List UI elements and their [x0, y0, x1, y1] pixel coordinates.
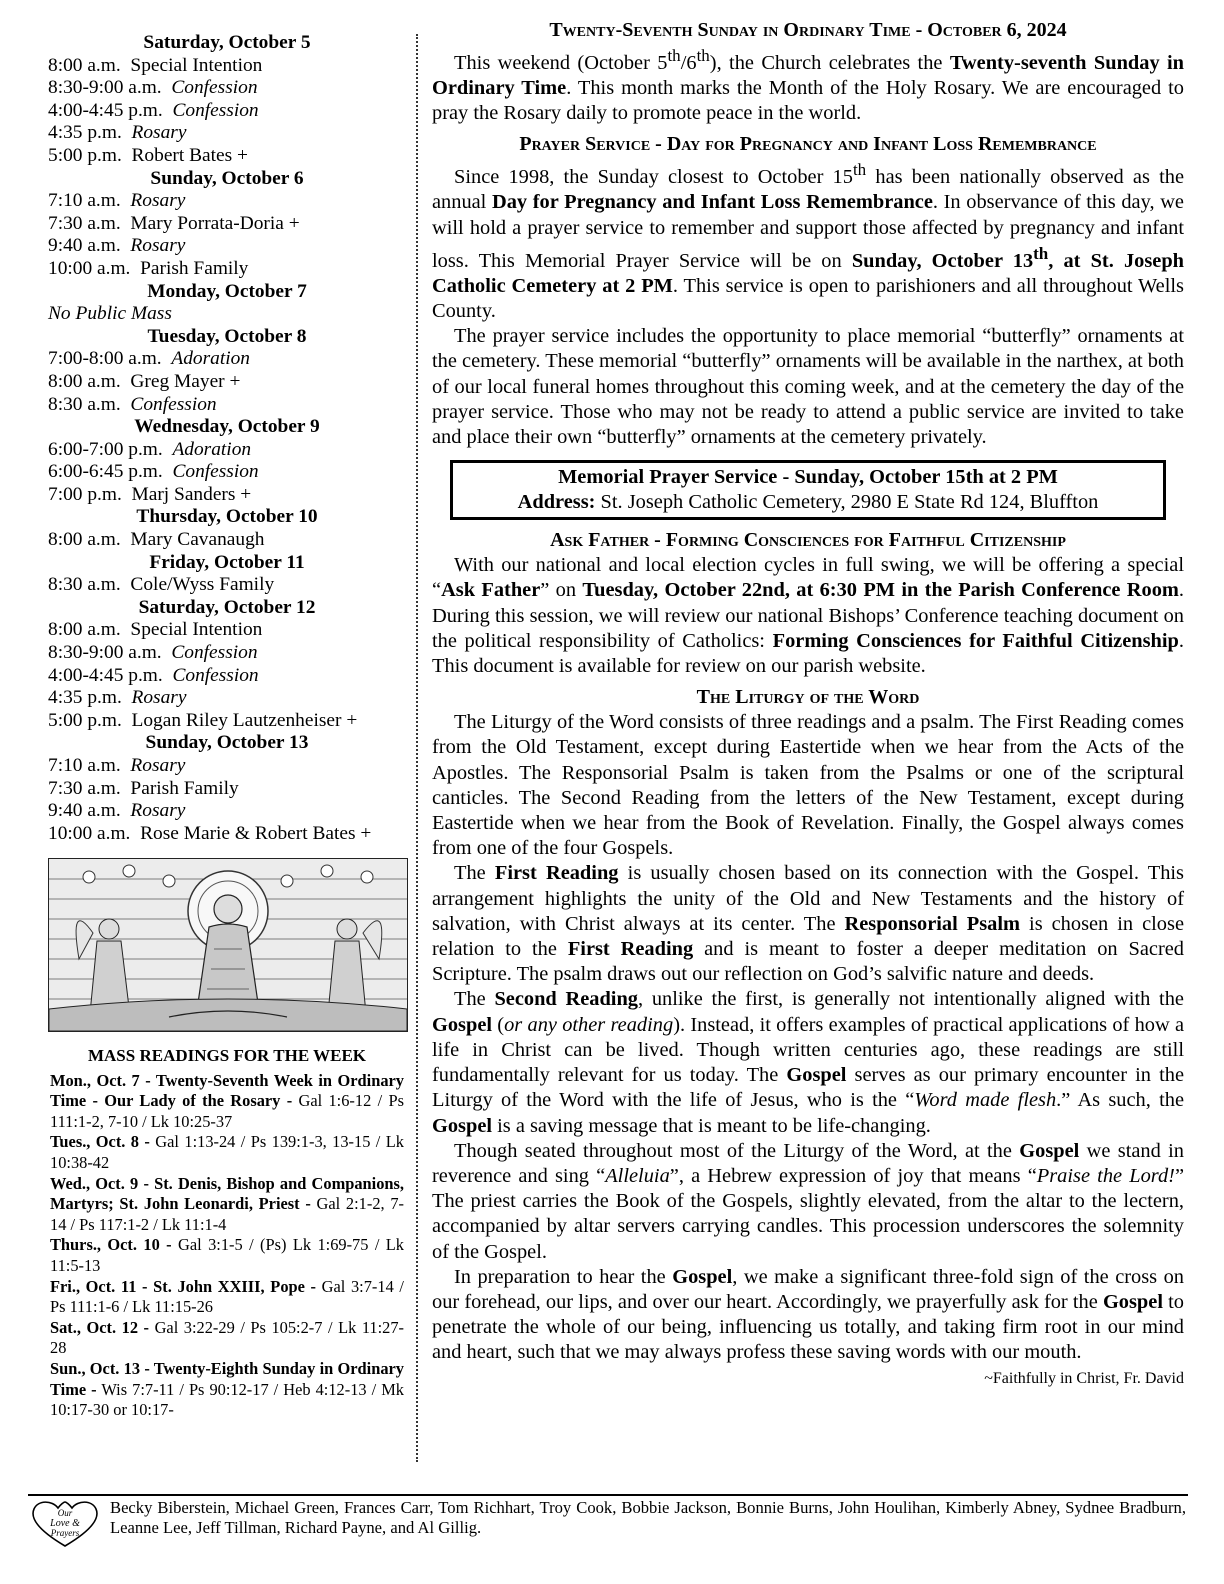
reading-day-label: Sat., Oct. 12 -	[50, 1317, 150, 1337]
schedule-event	[48, 145, 406, 168]
event-description: Marj Sanders +	[131, 483, 252, 505]
event-description: Confession	[171, 77, 258, 99]
readings-title: MASS READINGS FOR THE WEEK	[87, 1046, 367, 1065]
schedule-event	[48, 55, 406, 78]
event-description: Adoration	[172, 438, 252, 460]
event-time: 8:30-9:00 a.m.	[48, 642, 162, 664]
schedule-event	[48, 755, 406, 778]
event-description: Mary Cavanaugh	[130, 529, 265, 551]
schedule-event	[48, 778, 406, 801]
event-time: 6:00-7:00 p.m.	[48, 438, 163, 460]
event-description: Rosary	[131, 687, 187, 709]
article-liturgy-p1: The Liturgy of the Word consists of three readings and a psalm. The First Reading comes from the Old Testament, except during Eastertide when we hear from the Acts of the Apostles. The Responsorial Psalm is taken from the Psalms or one of the scriptural canticles. The Second Reading from the letters of the New Testament, except during Eastertide when we hear from the Book of Revelation. Finally, the Gospel always comes from one of the four Gospels.	[432, 711, 1184, 860]
schedule-event	[48, 461, 406, 484]
schedule-day-heading: Saturday, October 5	[143, 32, 311, 53]
schedule-day-heading: Thursday, October 10	[136, 506, 318, 528]
article-sunday-body: This weekend (October 5th/6th), the Church celebrates the Twenty-seventh Sunday in Ordinary Time. This month marks the Month of the Holy Rosary. We are encouraged to pray the Rosary daily to promote peace in the world.	[432, 46, 1184, 125]
reading-day-label: Mon., Oct. 7 - Twenty-Seventh Week in Ordinary Time - Our Lady of the Rosary -	[50, 1070, 404, 1111]
event-time: 10:00 a.m.	[48, 822, 131, 844]
article-prayer-service-p1: Since 1998, the Sunday closest to October 15th has been nationally observed as the annual Day for Pregnancy and Infant Loss Remembrance. In observance of this day, we will hold a prayer service to remember and support those affected by pregnancy and infant loss. This Memorial Prayer Service will be on Sunday, October 13th, at St. Joseph Catholic Cemetery at 2 PM. This service is open to parishioners and all throughout Wells County.	[432, 160, 1184, 323]
event-description: Mary Porrata-Doria +	[130, 212, 300, 234]
event-description: Logan Riley Lautzenheiser +	[131, 709, 358, 731]
schedule-event	[48, 303, 406, 326]
column-divider	[416, 34, 418, 1462]
reading-item	[50, 1277, 404, 1318]
schedule-event	[48, 665, 406, 688]
schedule-event	[48, 258, 406, 281]
reading-item	[50, 1132, 404, 1173]
event-time: 7:10 a.m.	[48, 755, 121, 776]
event-description: Confession	[172, 99, 259, 121]
event-time: 7:30 a.m.	[48, 212, 121, 234]
event-time: 8:30 a.m.	[48, 393, 121, 415]
reading-citations: Gal 1:6-12 / Ps 111:1-2, 7-10 / Lk 10:25-37	[50, 1091, 404, 1131]
reading-citations: Gal 1:13-24 / Ps 139:1-3, 13-15 / Lk 10:38-42	[50, 1132, 404, 1172]
religious-art-image	[49, 859, 407, 1031]
reading-day-label: Tues., Oct. 8 -	[50, 1132, 150, 1152]
schedule-day-heading: Sunday, October 13	[145, 732, 309, 754]
reading-item	[50, 1235, 404, 1276]
schedule-event	[48, 800, 406, 823]
event-time: 8:30 a.m.	[48, 574, 121, 596]
event-time: 8:00 a.m.	[48, 619, 121, 641]
reading-item	[50, 1318, 404, 1359]
reading-day-label: Sun., Oct. 13 - Twenty-Eighth Sunday in Ordinary Time -	[50, 1358, 404, 1399]
reading-citations: Gal 3:7-14 / Ps 111:1-6 / Lk 11:15-26	[50, 1276, 404, 1317]
madonna-illustration	[48, 858, 408, 1032]
schedule-event	[48, 710, 406, 733]
event-time: 5:00 p.m.	[48, 709, 122, 731]
reading-day-label: Thurs., Oct. 10 -	[50, 1235, 172, 1255]
svg-text:Prayers: Prayers	[50, 1528, 80, 1538]
event-time: 9:40 a.m.	[48, 800, 121, 822]
event-time: 4:35 p.m.	[48, 122, 122, 144]
event-description: Special Intention	[130, 54, 263, 76]
memorial-service-address: Address: St. Joseph Catholic Cemetery, 2980 E State Rd 124, Bluffton	[517, 491, 1099, 514]
event-time: 7:30 a.m.	[48, 777, 121, 799]
schedule-event	[48, 77, 406, 100]
schedule-event	[48, 235, 406, 258]
schedule-event	[48, 122, 406, 145]
memorial-service-box	[450, 460, 1166, 520]
prayer-list-names: Becky Biberstein, Michael Green, Frances Carr, Tom Richhart, Troy Cook, Bobbie Jackson, Bonnie Burns, John Houlihan, Kimberly Abney, Sydnee Bradburn, Leanne Lee, Jeff Tillman, Richard Payne, and Al Gillig.	[110, 1498, 1186, 1537]
readings-list	[50, 1071, 404, 1421]
svg-text:Love &: Love &	[50, 1518, 80, 1529]
article-heading-liturgy: The Liturgy of the Word	[696, 686, 920, 709]
event-description: Confession	[172, 664, 259, 686]
schedule-event	[48, 190, 406, 213]
event-time: 4:35 p.m.	[48, 687, 122, 709]
event-description: Special Intention	[130, 619, 263, 641]
memorial-service-title: Memorial Prayer Service - Sunday, October 15th at 2 PM	[558, 466, 1058, 489]
event-description: Rosary	[130, 755, 186, 776]
schedule-event	[48, 619, 406, 642]
mass-readings	[50, 1046, 404, 1421]
event-description: Cole/Wyss Family	[130, 574, 275, 596]
schedule-event	[48, 100, 406, 123]
schedule-event	[48, 823, 406, 846]
schedule-list	[48, 32, 406, 845]
event-time: 8:30-9:00 a.m.	[48, 77, 162, 99]
event-description: No Public Mass	[48, 303, 172, 325]
event-description: Parish Family	[140, 257, 249, 279]
event-time: 8:00 a.m.	[48, 54, 121, 76]
article-liturgy-p4: Though seated throughout most of the Liturgy of the Word, at the Gospel we stand in reverence and sing “Alleluia”, a Hebrew expression of joy that means “Praise the Lord!” The priest carries the Book of the Gospels, slightly elevated, from the altar to the lectern, accompanied by altar servers carrying candles. This procession underscores the solemnity of the Gospel.	[432, 1139, 1185, 1263]
heart-logo-icon	[28, 1496, 102, 1550]
reading-item	[50, 1174, 404, 1236]
schedule-day-heading: Sunday, October 6	[150, 167, 304, 189]
article-heading-ask-father: Ask Father - Forming Consciences for Faithful Citizenship	[550, 529, 1066, 552]
event-description: Confession	[172, 461, 259, 483]
schedule-day-heading: Friday, October 11	[149, 551, 305, 573]
event-description: Confession	[171, 642, 258, 664]
schedule-day-heading: Saturday, October 12	[138, 596, 316, 618]
schedule-event	[48, 574, 406, 597]
event-time: 8:00 a.m.	[48, 529, 121, 551]
event-time: 5:00 p.m.	[48, 144, 122, 166]
reading-citations: Gal 2:1-2, 7-14 / Ps 117:1-2 / Lk 11:1-4	[50, 1194, 404, 1234]
schedule-event	[48, 213, 406, 236]
reading-item	[50, 1359, 404, 1421]
event-time: 7:00-8:00 a.m.	[48, 348, 162, 370]
event-time: 9:40 a.m.	[48, 235, 121, 257]
schedule-day-heading: Tuesday, October 8	[147, 325, 307, 347]
event-description: Parish Family	[130, 777, 239, 799]
event-description: Greg Mayer +	[130, 370, 241, 392]
event-description: Rose Marie & Robert Bates +	[140, 822, 372, 844]
article-heading-prayer-service: Prayer Service - Day for Pregnancy and Infant Loss Remembrance	[519, 133, 1097, 156]
schedule-event	[48, 394, 406, 417]
event-description: Confession	[130, 393, 217, 415]
reading-citations: Wis 7:7-11 / Ps 90:12-17 / Heb 4:12-13 / Mk 10:17-30 or 10:17-	[50, 1379, 404, 1420]
event-time: 4:00-4:45 p.m.	[48, 99, 163, 121]
schedule-day-heading: Monday, October 7	[147, 280, 307, 302]
footer-rule	[28, 1494, 1188, 1496]
schedule-day-heading: Wednesday, October 9	[134, 416, 320, 438]
reading-citations: Gal 3:22-29 / Ps 105:2-7 / Lk 11:27-28	[50, 1317, 405, 1358]
svg-text:Our: Our	[57, 1508, 73, 1518]
schedule-event	[48, 642, 406, 665]
schedule-event	[48, 529, 406, 552]
event-time: 7:10 a.m.	[48, 190, 121, 212]
event-time: 7:00 p.m.	[48, 483, 122, 505]
reading-item	[50, 1071, 404, 1133]
main-articles	[432, 18, 1184, 1391]
mass-schedule	[48, 32, 406, 845]
schedule-event	[48, 439, 406, 462]
article-liturgy-p3: The Second Reading, unlike the first, is generally not intentionally aligned with the Gospel (or any other reading). Instead, it offers examples of practical applications of how a life in Christ can be lived. Though written centuries ago, these readings are still fundamentally relevant for us today. The Gospel serves as our primary encounter in the Liturgy of the Word with the life of Jesus, who is the “Word made flesh.” As such, the Gospel is a saving message that is meant to be life-changing.	[432, 988, 1185, 1137]
reading-citations: Gal 3:1-5 / (Ps) Lk 1:69-75 / Lk 11:5-13	[50, 1235, 404, 1275]
schedule-event	[48, 371, 406, 394]
article-prayer-service-p2: The prayer service includes the opportunity to place memorial “butterfly” ornaments at the cemetery. These memorial “butterfly” ornaments will be available in the narthex, at both of our local funeral homes throughout this coming week, and at the cemetery the day of the prayer service. Those who may not be ready to attend a public service are invited to take and place their own “butterfly” ornaments at the cemetery privately.	[432, 325, 1184, 449]
prayers-logo	[28, 1496, 102, 1550]
article-liturgy-p2: The First Reading is usually chosen based on its connection with the Gospel. This arrangement highlights the unity of the Old and New Testaments and the history of salvation, with Christ always at its center. The Responsorial Psalm is chosen in close relation to the First Reading and is meant to foster a deeper meditation on Sacred Scripture. The psalm draws out our reflection on God’s salvific nature and deeds.	[432, 862, 1185, 986]
event-description: Rosary	[131, 122, 187, 144]
schedule-event	[48, 687, 406, 710]
pastor-signature: ~Faithfully in Christ, Fr. David	[984, 1369, 1184, 1387]
event-description: Rosary	[130, 190, 186, 212]
article-liturgy-p5: In preparation to hear the Gospel, we make a significant three-fold sign of the cross on our forehead, our lips, and over our heart. Accordingly, we prayerfully ask for the Gospel to penetrate the whole of our being, influencing us totally, and taking firm root in our mind and heart, such that we may always profess these saving words with our mouth. ~Faithfully in Christ, Fr. David	[432, 1265, 1184, 1366]
event-description: Rosary	[130, 235, 186, 257]
event-description: Rosary	[130, 800, 186, 822]
event-time: 10:00 a.m.	[48, 257, 131, 279]
event-time: 4:00-4:45 p.m.	[48, 664, 163, 686]
article-ask-father-body: With our national and local election cycles in full swing, we will be offering a special “Ask Father” on Tuesday, October 22nd, at 6:30 PM in the Parish Conference Room. During this session, we will review our national Bishops’ Conference teaching document on the political responsibility of Catholics: Forming Consciences for Faithful Citizenship. This document is available for review on our parish website.	[432, 554, 1184, 678]
schedule-event	[48, 348, 406, 371]
schedule-event	[48, 484, 406, 507]
reading-day-label: Wed., Oct. 9 - St. Denis, Bishop and Companions, Martyrs; St. John Leonardi, Priest -	[50, 1173, 404, 1214]
article-heading-sunday: Twenty-Seventh Sunday in Ordinary Time - October 6, 2024	[549, 19, 1067, 41]
reading-day-label: Fri., Oct. 11 - St. John XXIII, Pope -	[50, 1276, 317, 1296]
event-description: Adoration	[171, 348, 250, 370]
event-time: 6:00-6:45 p.m.	[48, 461, 163, 483]
event-time: 8:00 a.m.	[48, 370, 121, 392]
event-description: Robert Bates +	[131, 144, 248, 166]
